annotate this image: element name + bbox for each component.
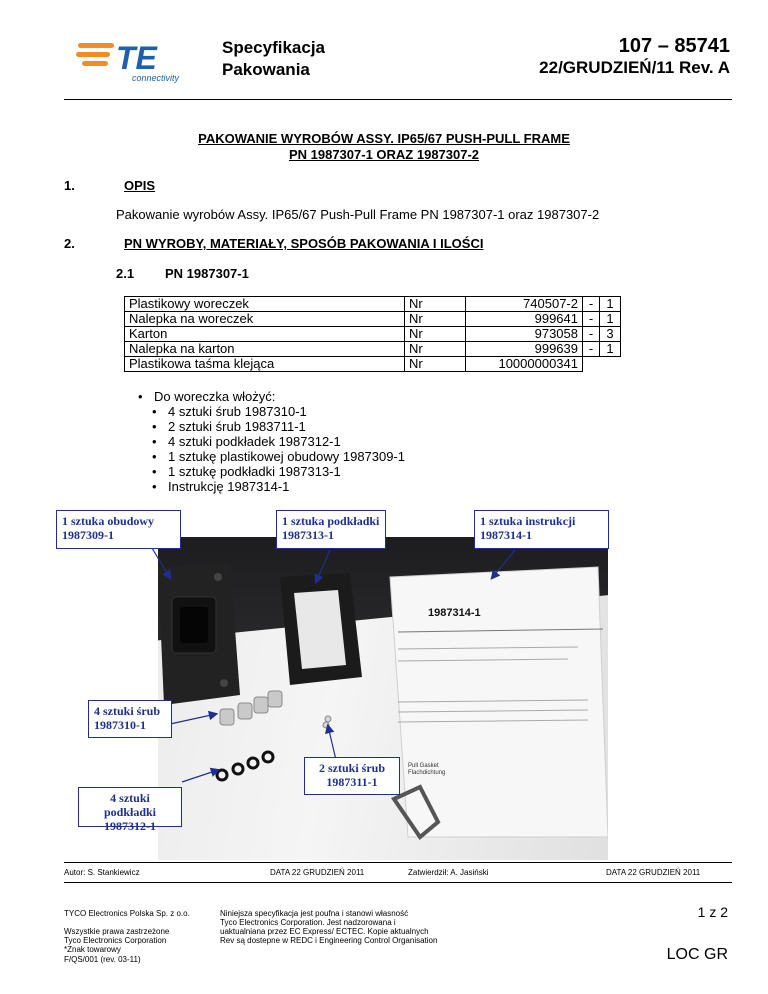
callout-gasket bbox=[276, 510, 386, 549]
list-item: • Instrukcję 1987314-1 bbox=[150, 479, 405, 494]
material-nr: Nr bbox=[405, 327, 466, 342]
section21-heading: PN 1987307-1 bbox=[165, 266, 249, 281]
footer-conf-line3: uaktualniana przez EC Express/ ECTEC. Kopie aktualnych bbox=[220, 927, 429, 936]
material-nr: Nr bbox=[405, 312, 466, 327]
page-number: 1 z 2 bbox=[697, 904, 728, 920]
callout-washers-4 bbox=[78, 787, 182, 833]
svg-text:connectivity: connectivity bbox=[132, 73, 180, 83]
footer-conf-line4: Rev są dostepne w REDC i Engineering Control Organisation bbox=[220, 936, 438, 945]
section1-number: 1. bbox=[64, 178, 75, 193]
section21-number: 2.1 bbox=[116, 266, 135, 281]
material-pn: 973058 bbox=[466, 327, 583, 342]
material-qty: 3 bbox=[600, 327, 621, 342]
callout-instruction-line1: 1 sztuka instrukcji bbox=[480, 514, 576, 528]
callout-screws-4-line2: 1987310-1 bbox=[94, 718, 146, 732]
sheet-number: 1987314-1 bbox=[428, 607, 481, 619]
footer-confidential bbox=[220, 909, 437, 945]
footer-rights-line2: Tyco Electronics Corporation bbox=[64, 936, 167, 945]
callout-instruction bbox=[474, 510, 609, 549]
footer-rights-line1: Wszystkie prawa zastrzeżone bbox=[64, 927, 170, 936]
material-name: Nalepka na karton bbox=[125, 342, 405, 357]
doc-title-line1: PAKOWANIE WYROBÓW ASSY. IP65/67 PUSH-PULL FRAME bbox=[198, 131, 570, 146]
material-name: Nalepka na woreczek bbox=[125, 312, 405, 327]
instructions-lead: • Do woreczka włożyć: bbox=[136, 389, 275, 404]
footer-rights bbox=[64, 927, 169, 954]
sheet-sub: Pull Gasket Flachdichtung bbox=[408, 763, 446, 776]
doc-type-line2: Pakowania bbox=[222, 60, 310, 79]
list-item: • 2 sztuki śrub 1983711-1 bbox=[150, 419, 405, 434]
callout-housing-line1: 1 sztuka obudowy bbox=[62, 514, 155, 528]
footer-company: TYCO Electronics Polska Sp. z o.o. bbox=[64, 909, 190, 918]
footer-conf-line2: Tyco Electronics Corporation. Jest nadzorowana i bbox=[220, 918, 396, 927]
callout-housing bbox=[56, 510, 181, 549]
callout-screws-4-line1: 4 sztuki śrub bbox=[94, 704, 161, 718]
doc-title-line2: PN 1987307-1 ORAZ 1987307-2 bbox=[288, 147, 480, 162]
material-dash: - bbox=[583, 312, 600, 327]
material-pn: 999641 bbox=[466, 312, 583, 327]
loc-code: LOC GR bbox=[666, 946, 728, 963]
footer-conf-line1: Niniejsza specyfikacja jest poufna i stanowi własność bbox=[220, 909, 409, 918]
list-item: • 4 sztuki śrub 1987310-1 bbox=[150, 404, 405, 419]
signature-date2: DATA 22 GRUDZIEŃ 2011 bbox=[606, 868, 701, 877]
section1-text: Pakowanie wyrobów Assy. IP65/67 Push-Pull Frame PN 1987307-1 oraz 1987307-2 bbox=[116, 207, 600, 222]
doc-date-rev: 22/GRUDZIEŃ/11 Rev. A bbox=[539, 58, 730, 77]
material-pn: 10000000341 bbox=[466, 357, 583, 372]
doc-type-line1: Specyfikacja bbox=[222, 38, 326, 57]
callout-washers-4-line2: 1987312-1 bbox=[104, 819, 156, 833]
material-pn: 740507-2 bbox=[466, 297, 583, 312]
material-dash: - bbox=[583, 342, 600, 357]
material-nr: Nr bbox=[405, 342, 466, 357]
callout-screws-4 bbox=[88, 700, 172, 738]
signature-author: Autor: S. Stankiewicz bbox=[64, 868, 140, 877]
material-qty: 1 bbox=[600, 312, 621, 327]
svg-text:TE: TE bbox=[116, 40, 157, 76]
material-name: Karton bbox=[125, 327, 405, 342]
signature-rule-top bbox=[64, 862, 732, 863]
footer-rights-line3: *Znak towarowy bbox=[64, 945, 121, 954]
doc-number: 107 – 85741 bbox=[618, 35, 730, 57]
material-nr: Nr bbox=[405, 357, 466, 372]
callout-washers-4-line1: 4 sztuki podkładki bbox=[103, 791, 157, 819]
callout-gasket-line2: 1987313-1 bbox=[282, 528, 334, 542]
list-item: • 1 sztukę plastikowej obudowy 1987309-1 bbox=[150, 449, 405, 464]
callout-gasket-line1: 1 sztuka podkładki bbox=[282, 514, 380, 528]
material-qty: 1 bbox=[600, 297, 621, 312]
callout-screws-2-line1: 2 sztuki śrub bbox=[318, 761, 386, 775]
callout-screws-2-line2: 1987311-1 bbox=[326, 775, 378, 789]
section2-heading: PN WYROBY, MATERIAŁY, SPOSÓB PAKOWANIA I ILOŚCI bbox=[124, 236, 484, 251]
material-dash: - bbox=[583, 297, 600, 312]
section1-heading: OPIS bbox=[124, 178, 156, 193]
material-dash: - bbox=[583, 327, 600, 342]
list-item: • 4 sztuki podkładek 1987312-1 bbox=[150, 434, 405, 449]
material-name: Plastikowy woreczek bbox=[125, 297, 405, 312]
material-name: Plastikowa taśma klejąca bbox=[125, 357, 405, 372]
material-pn: 999639 bbox=[466, 342, 583, 357]
signature-approved: Zatwierdził: A. Jasiński bbox=[408, 868, 489, 877]
callout-housing-line2: 1987309-1 bbox=[62, 528, 114, 542]
callout-screws-2 bbox=[304, 757, 400, 795]
list-item: • 1 sztukę podkładki 1987313-1 bbox=[150, 464, 405, 479]
material-nr: Nr bbox=[405, 297, 466, 312]
signature-date1: DATA 22 GRUDZIEŃ 2011 bbox=[270, 868, 365, 877]
material-qty: 1 bbox=[600, 342, 621, 357]
callout-instruction-line2: 1987314-1 bbox=[480, 528, 532, 542]
signature-rule-bottom bbox=[64, 882, 732, 883]
section2-number: 2. bbox=[64, 236, 75, 251]
footer-form: F/QS/001 (rev. 03-11) bbox=[64, 955, 141, 964]
